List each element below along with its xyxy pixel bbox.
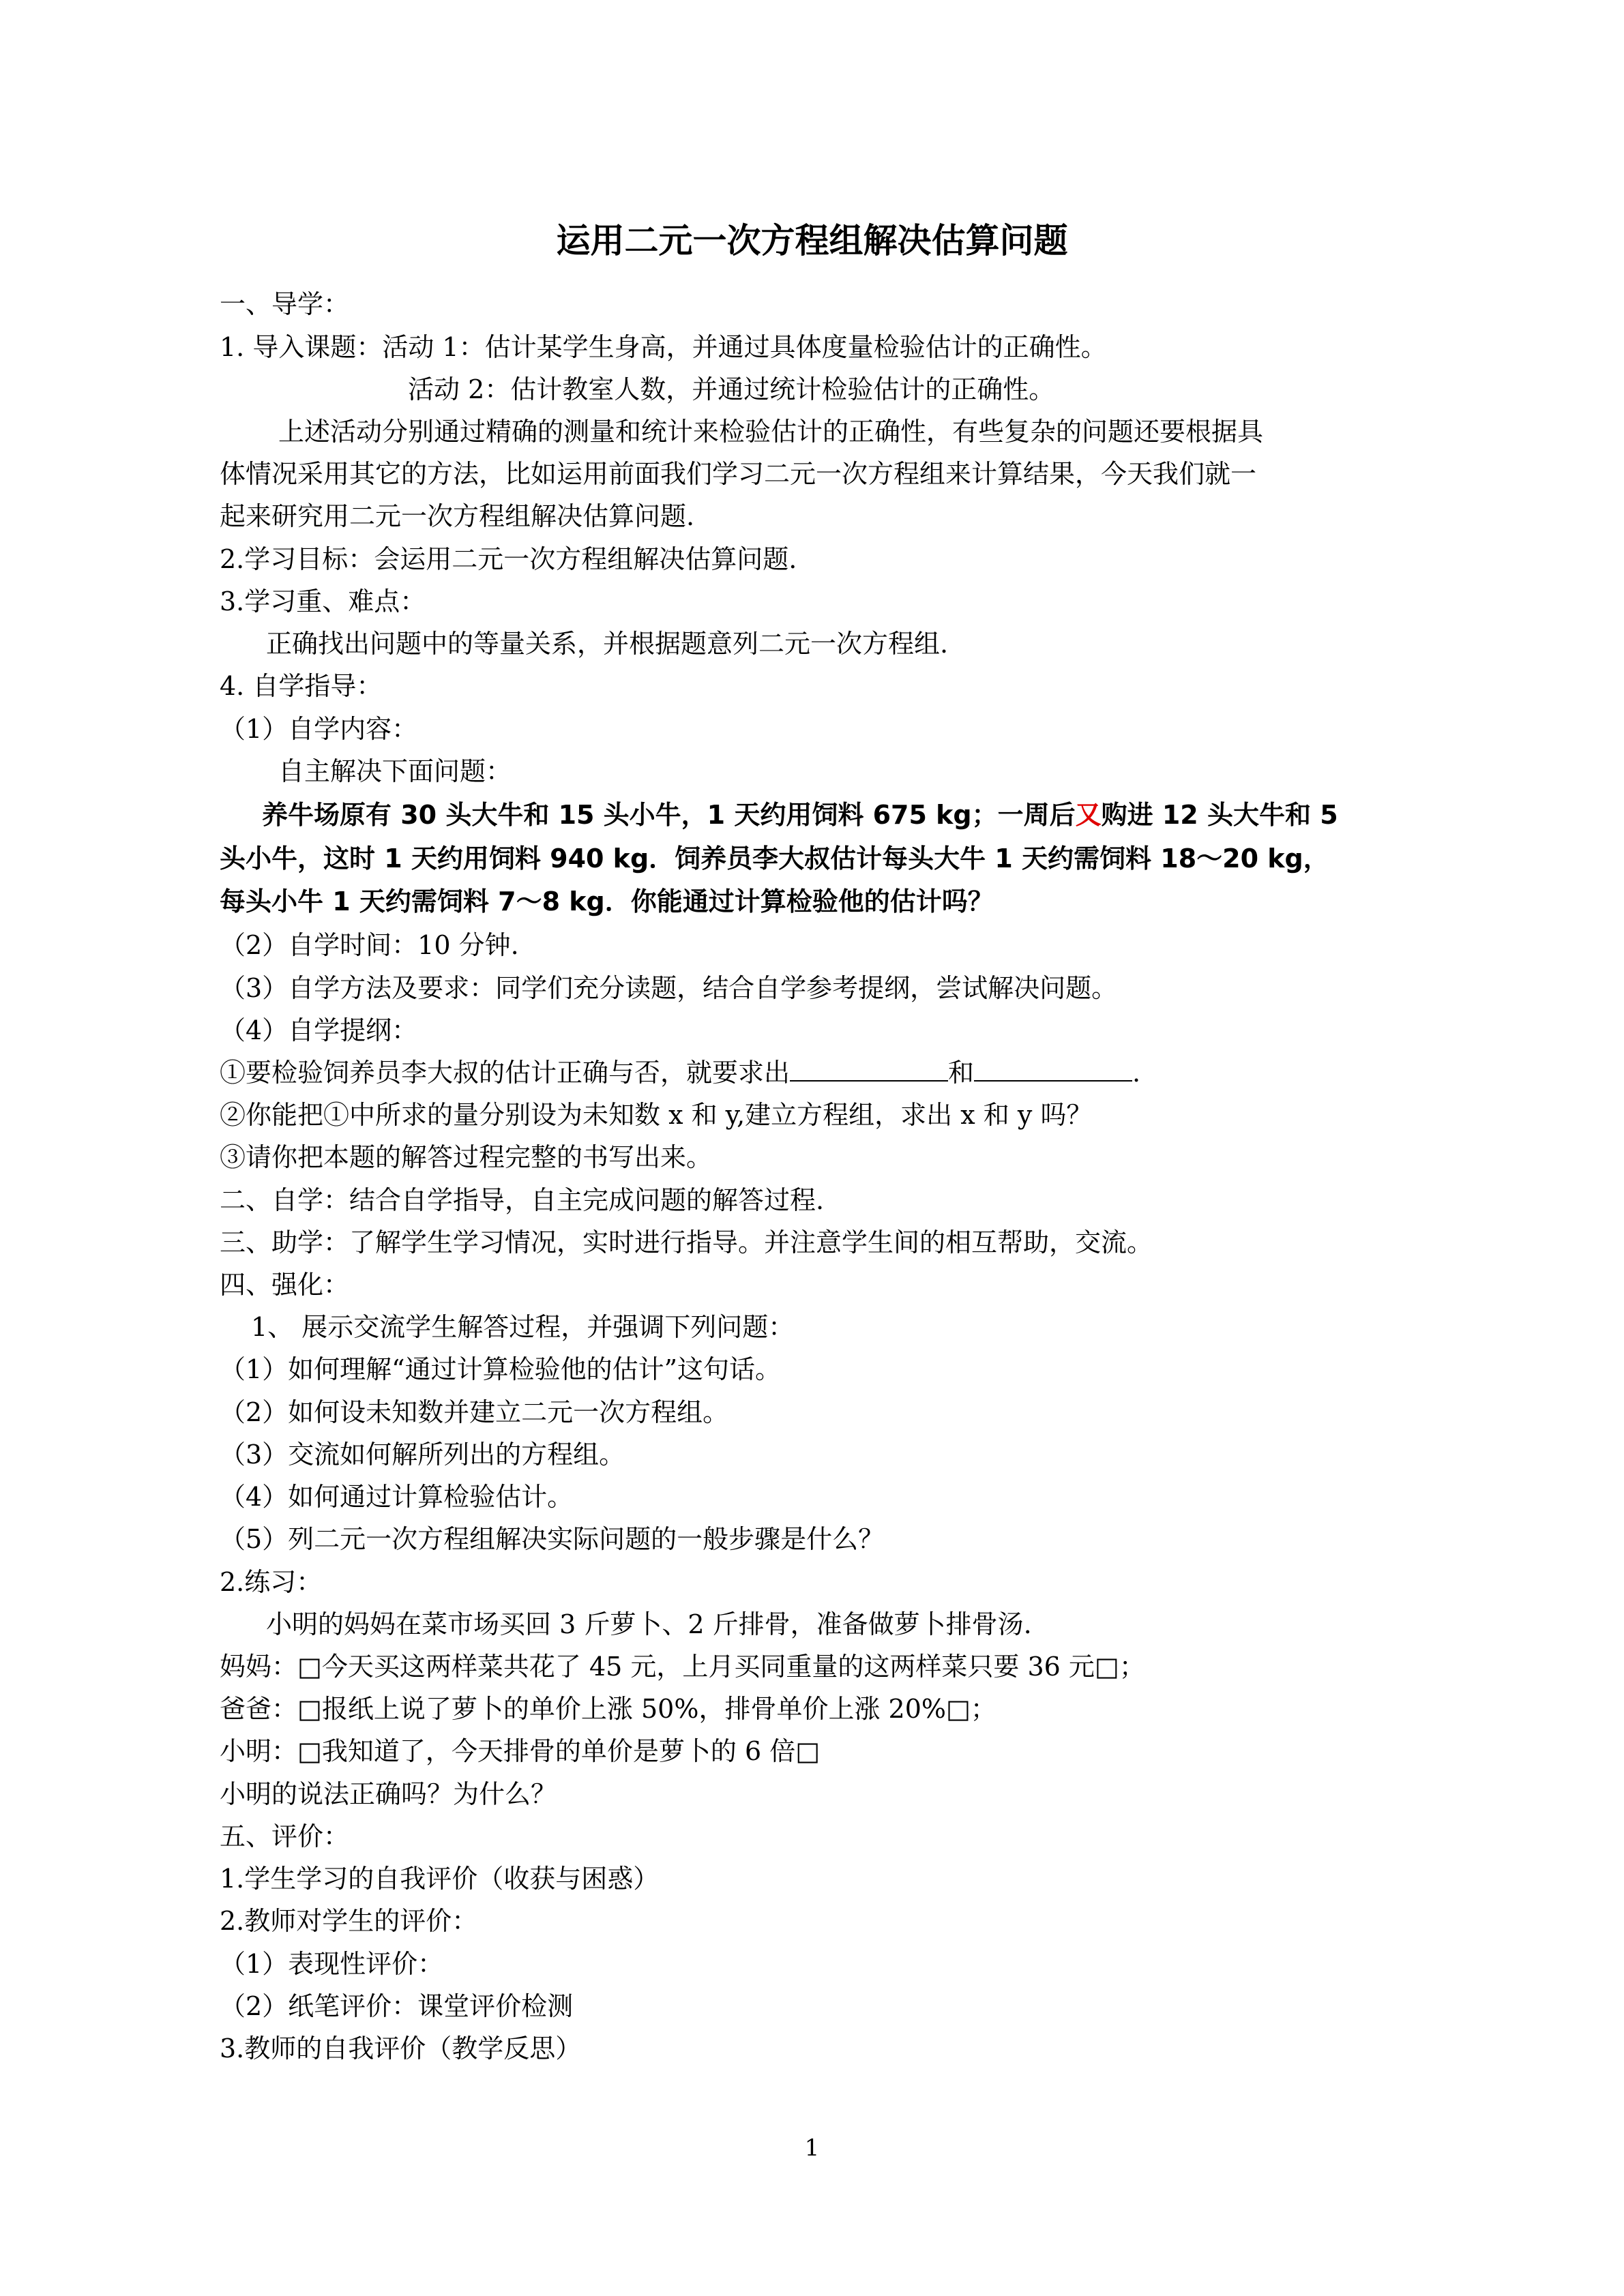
text-line: （4）如何通过计算检验估计。 <box>220 1482 574 1512</box>
answer-blank[interactable] <box>974 1057 1132 1082</box>
text-line: 4. 自学指导： <box>220 671 383 701</box>
text-line: （2）纸笔评价：课堂评价检测 <box>220 1991 574 2021</box>
text-line: 1、 展示交流学生解答过程，并强调下列问题： <box>251 1312 795 1342</box>
problem-line: 头小牛，这时 1 天约用饲料 940 kg．饲养员李大叔估计每头大牛 1 天约需饲料 18～20 kg， <box>220 844 1329 874</box>
section-heading-evaluation: 五、评价： <box>220 1821 350 1851</box>
text-line: （4）自学提纲： <box>220 1015 418 1045</box>
text-line: 小明的妈妈在菜市场买回 3 斤萝卜、2 斤排骨，准备做萝卜排骨汤. <box>266 1609 1032 1639</box>
text-line: （1）表现性评价： <box>220 1949 444 1979</box>
text-line: （2）自学时间：10 分钟. <box>220 930 519 960</box>
section-heading-guide: 一、导学： <box>220 289 350 319</box>
text-line: 1. 导入课题：活动 1：估计某学生身高，并通过具体度量检验估计的正确性。 <box>220 332 1107 362</box>
text-line: 正确找出问题中的等量关系，并根据题意列二元一次方程组. <box>266 629 949 659</box>
dialog-line-dad: 爸爸：□报纸上说了萝卜的单价上涨 50%，排骨单价上涨 20%□； <box>220 1694 996 1724</box>
text-line: 体情况采用其它的方法，比如运用前面我们学习二元一次方程组来计算结果，今天我们就一 <box>220 459 1257 489</box>
section-heading-strengthen: 四、强化： <box>220 1270 350 1300</box>
text-line: （2）如何设未知数并建立二元一次方程组。 <box>220 1397 729 1427</box>
answer-blank[interactable] <box>790 1057 948 1082</box>
text-line: （3）交流如何解所列出的方程组。 <box>220 1440 625 1470</box>
text-line: ②你能把①中所求的量分别设为未知数 x 和 y,建立方程组，求出 x 和 y 吗？ <box>220 1100 1093 1130</box>
dialog-line-xiaoming: 小明：□我知道了，今天排骨的单价是萝卜的 6 倍□ <box>220 1736 821 1766</box>
text-line: 起来研究用二元一次方程组解决估算问题. <box>220 501 695 531</box>
text-line: 活动 2：估计教室人数，并通过统计检验估计的正确性。 <box>408 374 1055 404</box>
text-line: 上述活动分别通过精确的测量和统计来检验估计的正确性，有些复杂的问题还要根据具 <box>278 417 1264 447</box>
text-line: 自主解决下面问题： <box>278 756 512 786</box>
section-heading-self-study: 二、自学：结合自学指导，自主完成问题的解答过程. <box>220 1185 825 1215</box>
text-line: 3.学习重、难点： <box>220 586 426 616</box>
fill-in-line: ①要检验饲养员李大叔的估计正确与否，就要求出 和 . <box>220 1058 1141 1088</box>
dialog-line-mom: 妈妈：□今天买这两样菜共花了 45 元，上月买同重量的这两样菜只要 36 元□； <box>220 1652 1145 1682</box>
text-line: 2.学习目标：会运用二元一次方程组解决估算问题. <box>220 544 797 574</box>
text-line: ③请你把本题的解答过程完整的书写出来。 <box>220 1142 713 1172</box>
text-line: 小明的说法正确吗？为什么？ <box>220 1779 557 1809</box>
text-line: （5）列二元一次方程组解决实际问题的一般步骤是什么？ <box>220 1524 885 1554</box>
text-line: （1）如何理解“通过计算检验他的估计”这句话。 <box>220 1354 782 1384</box>
page-number: 1 <box>804 2134 820 2162</box>
text-line: 2.练习： <box>220 1567 323 1597</box>
problem-line: 每头小牛 1 天约需饲料 7～8 kg．你能通过计算检验他的估计吗？ <box>220 886 994 916</box>
text-line: （3）自学方法及要求：同学们充分读题，结合自学参考提纲，尝试解决问题。 <box>220 973 1118 1003</box>
text-line: 2.教师对学生的评价： <box>220 1906 478 1936</box>
document-title: 运用二元一次方程组解决估算问题 <box>556 221 1068 260</box>
section-heading-assist: 三、助学：了解学生学习情况，实时进行指导。并注意学生间的相互帮助，交流。 <box>220 1227 1153 1257</box>
problem-line: 养牛场原有 30 头大牛和 15 头小牛，1 天约用饲料 675 kg；一周后又购进 12 头大牛和 5 <box>262 800 1338 830</box>
text-line: 1.学生学习的自我评价（收获与困惑） <box>220 1864 660 1894</box>
text-line: （1）自学内容： <box>220 714 418 744</box>
highlight-text: 又 <box>1075 800 1102 830</box>
text-line: 3.教师的自我评价（教学反思） <box>220 2033 582 2063</box>
